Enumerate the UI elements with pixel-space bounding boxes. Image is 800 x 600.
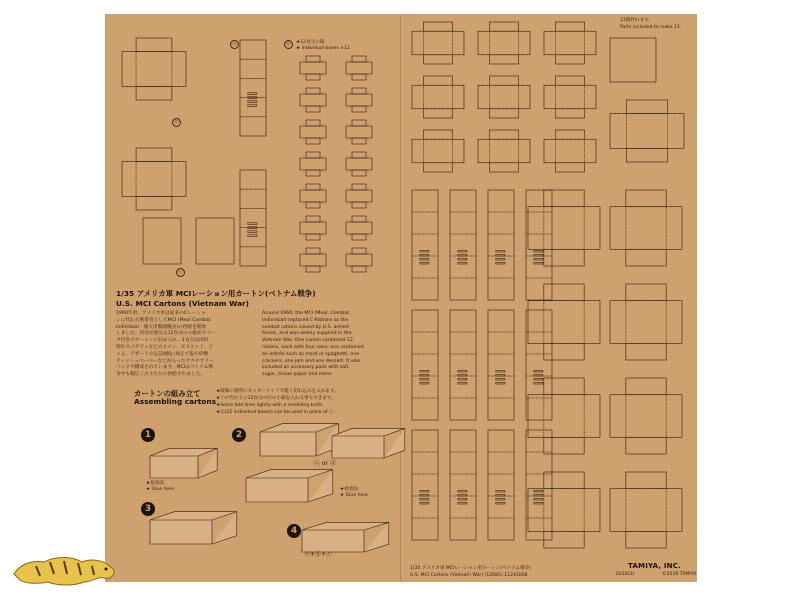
carton-b-3-1-flap-bottom	[626, 531, 666, 548]
combine-abc: ⓐ+ⓑ+ⓒ	[304, 551, 333, 558]
sleeve-r-2-0-mark-0	[420, 491, 429, 493]
ind-box-top-1-0	[306, 88, 320, 94]
ind-box-3-1	[346, 158, 372, 170]
ind-box-top-6-1	[352, 248, 366, 254]
carton-b-1-0-flap-bottom	[544, 343, 584, 360]
carton-c-0-2-fold	[555, 31, 584, 55]
carton-b-2-1-body	[610, 395, 682, 438]
sleeve-r-0-1-mark-2	[458, 259, 467, 261]
sleeve-a-lower-mark-3	[248, 235, 257, 237]
carton-b-2-1-flap-top	[626, 378, 666, 395]
carton-c-2-2-body	[544, 139, 596, 163]
ind-box-4-1	[346, 190, 372, 202]
ind-box-bot-3-1	[352, 170, 366, 176]
carton-c-1-0-flap-bottom	[423, 109, 452, 118]
ind-box-bot-6-1	[352, 266, 366, 272]
sleeve-r-0-0-mark-3	[420, 263, 429, 265]
carton-b-0-1-flap-top	[626, 190, 666, 207]
carton-a1-flap-bottom	[136, 86, 172, 100]
ind-box-3-0	[300, 158, 326, 170]
sleeve-a-upper-mark-3	[248, 105, 257, 107]
assembling-en: Assembling cartons	[134, 397, 216, 406]
sleeve-r-1-2-mark-3	[496, 383, 505, 385]
carton-c-1-1-fold	[489, 85, 518, 109]
carton-c-2-2-flap-top	[555, 130, 584, 139]
ind-box-top-0-1	[352, 56, 366, 62]
ind-box-top-5-0	[306, 216, 320, 222]
ind-box-bot-2-0	[306, 138, 320, 144]
sleeve-r-2-2-mark-2	[496, 499, 505, 501]
ind-box-top-1-1	[352, 88, 366, 94]
carton-c-0-2-body	[544, 31, 596, 55]
carton-b-0-0-body	[528, 207, 600, 250]
carton-c-2-0-body	[412, 139, 464, 163]
ind-box-bot-1-0	[306, 106, 320, 112]
ind-box-top-6-0	[306, 248, 320, 254]
carton-b1-fold	[136, 162, 172, 197]
carton-c1-right	[196, 218, 234, 264]
ind-box-1-0	[300, 94, 326, 106]
sleeve-r-2-1-mark-2	[458, 499, 467, 501]
carton-c-0-1-fold	[489, 31, 518, 55]
carton-b-2-1-flap-bottom	[626, 437, 666, 454]
carton-c-2-1-flap-top	[489, 130, 518, 139]
sleeve-r-0-0-mark-1	[420, 255, 429, 257]
sleeve-r-0-1-mark-0	[458, 251, 467, 253]
label-b-1: ⓑ	[173, 119, 179, 125]
ind-box-0-1	[346, 62, 372, 74]
sleeve-r-1-0-mark-1	[420, 375, 429, 377]
sleeve-a-lower-mark-2	[248, 231, 257, 233]
carton-c-0-1-flap-top	[489, 22, 518, 31]
note-4: ★ⓓ(12 individual boxes) can be used in place of ⓒ.	[216, 410, 336, 415]
glue-jp-1: ★接着面	[146, 481, 164, 486]
ind-box-bot-5-0	[306, 234, 320, 240]
body-jp: 1960年頃、アメリカ軍は従来のCレーショ ンに代わる携帯食としてMCI (Meal Combat Individual・個人用戦闘糧食)の供給を開始 しました。内容が異なる12食分の小箱がスリー ブ付きのカートンに収められ、1食分は肉料 理やスパゲティなどのメイン、ビスケット、ジ ャム、デザートの缶詰4個に加えて塩や砂糖、 ティッシュペーパーなどが入ったアクセサリー パックで構成されています。MCIはベトナム戦 争中も幅広く兵士たちに供給されました。	[116, 311, 216, 378]
footer-en: U.S. MCI Cartons (Vietnam War) (12685) 11241008	[410, 573, 528, 578]
carton-b-1-1-flap-bottom	[626, 343, 666, 360]
step-2-badge: 2	[232, 428, 246, 442]
ind-box-bot-5-1	[352, 234, 366, 240]
carton-c-2-2-flap-bottom	[555, 163, 584, 172]
carton-b-1-1-fold	[626, 301, 666, 344]
carton-b-3-0-flap-bottom	[544, 531, 584, 548]
carton-b1-body	[122, 162, 186, 197]
ind-box-2-1	[346, 126, 372, 138]
carton-b-2-0-fold	[544, 395, 584, 438]
glue-en-1: ★ Glue here	[146, 487, 174, 492]
ind-box-top-4-1	[352, 184, 366, 190]
ind-box-5-0	[300, 222, 326, 234]
sleeve-r-2-2-mark-1	[496, 495, 505, 497]
carton-c-0-0-flap-top	[423, 22, 452, 31]
carton-b-2-0-flap-top	[544, 378, 584, 395]
sleeve-r-1-3-mark-2	[534, 379, 543, 381]
sleeve-a-upper-outline	[240, 40, 266, 136]
ind-box-6-1	[346, 254, 372, 266]
sleeve-r-1-3-outline	[526, 310, 552, 420]
carton-b-top-fold	[626, 114, 667, 149]
carton-b-top-flap-top	[626, 100, 667, 114]
ind-box-bot-4-1	[352, 202, 366, 208]
step-4-badge: 4	[287, 524, 301, 538]
ind-box-4-0	[300, 190, 326, 202]
step-1-badge: 1	[141, 428, 155, 442]
sleeve-r-0-2-mark-3	[496, 263, 505, 265]
carton-c-2-0-fold	[423, 139, 452, 163]
sleeve-r-1-1-outline	[450, 310, 476, 420]
sleeve-r-2-2-mark-3	[496, 503, 505, 505]
carton-c-0-0-body	[412, 31, 464, 55]
parts-jp: 11個作れます。	[620, 18, 654, 23]
carton-b-3-1-body	[610, 489, 682, 532]
sleeve-r-1-0-mark-0	[420, 371, 429, 373]
sleeve-r-1-2-outline	[488, 310, 514, 420]
footer-jp: 1/35 アメリカ軍 MCIレーション用カートン(ベトナム戦争)	[410, 566, 532, 571]
carton-c-2-1-body	[478, 139, 530, 163]
sleeve-r-2-0-mark-2	[420, 499, 429, 501]
sleeve-a-upper-mark-0	[248, 93, 257, 95]
sleeve-r-1-1-mark-2	[458, 379, 467, 381]
illus-step-2-cans	[332, 428, 405, 458]
ind-box-5-1	[346, 222, 372, 234]
sleeve-r-1-3-mark-3	[534, 383, 543, 385]
ind-box-0-0	[300, 62, 326, 74]
carton-b-1-1-flap-top	[626, 284, 666, 301]
body-en: Around 1960, the MCI (Meal, Combat, Individual) replaced C-Rations as the combat rations issued by U.S. armed forces, and was widely supplied in the Vietnam War. One carton contained 12 rations, each with four cans: one contained an entrée such as meat or spaghetti, one crackers, one jam and one dessert. It also included an accessory pack with salt, sugar, tissue paper and more.	[262, 311, 364, 378]
sleeve-r-0-3-mark-1	[534, 255, 543, 257]
sleeve-r-2-3-mark-3	[534, 503, 543, 505]
parts-en: Parts included to make 11.	[620, 25, 682, 30]
carton-c-0-2-flap-top	[555, 22, 584, 31]
sleeve-r-0-2-mark-0	[496, 251, 505, 253]
ind-box-top-4-0	[306, 184, 320, 190]
carton-b-2-0-flap-bottom	[544, 437, 584, 454]
sleeve-r-2-3-mark-2	[534, 499, 543, 501]
box-note-en: ★ Individual boxes ×12	[296, 46, 350, 51]
carton-b-2-0-body	[528, 395, 600, 438]
note-1: ★破線の箇所にカッターナイフで軽く切れ込みを入れます。	[216, 389, 339, 394]
sleeve-r-1-1-mark-1	[458, 375, 467, 377]
carton-c-1-0-fold	[423, 85, 452, 109]
carton-c-2-2-fold	[555, 139, 584, 163]
sleeve-r-0-1-mark-3	[458, 263, 467, 265]
sleeve-r-1-0-outline	[412, 310, 438, 420]
sleeve-r-1-2-mark-2	[496, 379, 505, 381]
carton-b-top-body	[610, 114, 684, 149]
brand: TAMIYA, INC.	[628, 562, 681, 570]
sleeve-r-0-2-outline	[488, 190, 514, 300]
sleeve-r-1-0-mark-2	[420, 379, 429, 381]
ind-box-top-5-1	[352, 216, 366, 222]
carton-c-1-0-body	[412, 85, 464, 109]
sleeve-r-1-3-mark-1	[534, 375, 543, 377]
sleeve-r-0-0-outline	[412, 190, 438, 300]
sleeve-r-1-0-mark-3	[420, 383, 429, 385]
sleeve-r-0-3-mark-2	[534, 259, 543, 261]
sleeve-r-1-2-mark-1	[496, 375, 505, 377]
ind-box-bot-0-1	[352, 74, 366, 80]
sleeve-r-0-2-mark-2	[496, 259, 505, 261]
carton-b-0-0-fold	[544, 207, 584, 250]
ind-box-6-0	[300, 254, 326, 266]
title-jp: 1/35 アメリカ軍 MCIレーション用カートン(ベトナム戦争)	[116, 289, 316, 298]
label-c-1: ⓒ	[177, 269, 183, 275]
ind-box-bot-2-1	[352, 138, 366, 144]
sleeve-r-2-2-outline	[488, 430, 514, 540]
ind-box-bot-3-0	[306, 170, 320, 176]
sleeve-r-2-0-mark-1	[420, 495, 429, 497]
illus-step-4	[302, 522, 389, 552]
carton-b-1-0-body	[528, 301, 600, 344]
carton-c-0-2-flap-bottom	[555, 55, 584, 64]
illus-step-1	[150, 448, 217, 478]
sleeve-r-0-0-mark-2	[420, 259, 429, 261]
glue-jp-2: ★接着面	[340, 487, 358, 492]
carton-b-0-1-fold	[626, 207, 666, 250]
glue-en-2: ★ Glue here	[340, 493, 368, 498]
carton-b1-flap-top	[136, 148, 172, 162]
carton-b-1-1-body	[610, 301, 682, 344]
ind-box-top-3-1	[352, 152, 366, 158]
illus-step-2-carton	[246, 470, 333, 502]
carton-c-0-1-body	[478, 31, 530, 55]
ind-box-bot-0-0	[306, 74, 320, 80]
carton-a1-body	[122, 52, 186, 87]
sleeve-r-0-2-mark-1	[496, 255, 505, 257]
brand-sub: ©2018 TAMIYA	[662, 572, 697, 577]
carton-c-1-2-flap-top	[555, 76, 584, 85]
carton-c-1-1-flap-bottom	[489, 109, 518, 118]
carton-b-3-1-flap-top	[626, 472, 666, 489]
carton-b-0-0-flap-bottom	[544, 249, 584, 266]
carton-c-1-2-body	[544, 85, 596, 109]
carton-b-0-1-body	[610, 207, 682, 250]
carton-b-0-0-flap-top	[544, 190, 584, 207]
code: 0318CH	[616, 572, 635, 577]
ind-box-top-3-0	[306, 152, 320, 158]
sleeve-r-2-2-mark-0	[496, 491, 505, 493]
ind-box-bot-1-1	[352, 106, 366, 112]
carton-c-1-1-flap-top	[489, 76, 518, 85]
assembling-jp: カートンの組み立て	[134, 389, 201, 398]
sleeve-r-2-0-outline	[412, 430, 438, 540]
sleeve-r-2-3-mark-1	[534, 495, 543, 497]
carton-b-3-1-fold	[626, 489, 666, 532]
sleeve-r-1-2-mark-0	[496, 371, 505, 373]
sleeve-r-2-1-mark-3	[458, 503, 467, 505]
title-en: U.S. MCI Cartons (Vietnam War)	[116, 299, 249, 308]
sleeve-r-1-3-mark-0	[534, 371, 543, 373]
carton-c-1-0-flap-top	[423, 76, 452, 85]
label-a-1: ⓐ	[231, 41, 237, 47]
ind-box-top-0-0	[306, 56, 320, 62]
ind-box-2-0	[300, 126, 326, 138]
combine-c-or-d: ⓒ or ⓓ	[314, 460, 336, 467]
label-d: ⓓ	[285, 41, 291, 47]
sleeve-r-2-0-mark-3	[420, 503, 429, 505]
ind-box-top-2-1	[352, 120, 366, 126]
sleeve-a-upper-mark-2	[248, 101, 257, 103]
sleeve-r-1-1-mark-0	[458, 371, 467, 373]
carton-c-2-1-flap-bottom	[489, 163, 518, 172]
carton-c-0-0-flap-bottom	[423, 55, 452, 64]
ind-box-bot-4-0	[306, 202, 320, 208]
carton-a1-fold	[136, 52, 172, 87]
sleeve-r-1-1-mark-3	[458, 383, 467, 385]
sleeve-r-0-1-outline	[450, 190, 476, 300]
carton-b-2-1-fold	[626, 395, 666, 438]
step-3-badge: 3	[141, 502, 155, 516]
carton-b-1-0-fold	[544, 301, 584, 344]
ind-box-1-1	[346, 94, 372, 106]
note-3: ★Score fold lines lightly with a modeling knife.	[216, 403, 324, 408]
carton-b-3-0-fold	[544, 489, 584, 532]
sleeve-r-2-1-mark-1	[458, 495, 467, 497]
illus-step-3	[150, 512, 237, 544]
carton-b-3-0-flap-top	[544, 472, 584, 489]
carton-a1-flap-top	[136, 38, 172, 52]
carton-c1-left	[143, 218, 181, 264]
carton-c-2-1-fold	[489, 139, 518, 163]
carton-c-1-1-body	[478, 85, 530, 109]
carton-b-top-flap-bottom	[626, 148, 667, 162]
carton-b-0-1-flap-bottom	[626, 249, 666, 266]
sleeve-r-0-3-mark-3	[534, 263, 543, 265]
sleeve-a-lower-mark-0	[248, 223, 257, 225]
carton-c-2-0-flap-top	[423, 130, 452, 139]
sample-photo-box	[610, 38, 656, 82]
carton-c-2-0-flap-bottom	[423, 163, 452, 172]
sleeve-r-0-1-mark-1	[458, 255, 467, 257]
ind-box-bot-6-0	[306, 266, 320, 272]
carton-c-1-2-fold	[555, 85, 584, 109]
box-note-jp: ★12食分の箱	[296, 40, 325, 45]
sleeve-r-2-3-mark-0	[534, 491, 543, 493]
sleeve-r-0-3-mark-0	[534, 251, 543, 253]
ind-box-top-2-0	[306, 120, 320, 126]
illus-step-2-tray	[260, 424, 338, 456]
note-2: ★ⓒの代わりに12食分のⓓの小箱を入れる事もできます。	[216, 396, 336, 401]
sleeve-a-lower-outline	[240, 170, 266, 266]
carton-b-3-0-body	[528, 489, 600, 532]
carton-b1-flap-bottom	[136, 196, 172, 210]
sleeve-r-0-0-mark-0	[420, 251, 429, 253]
carton-c-0-1-flap-bottom	[489, 55, 518, 64]
carton-c-1-2-flap-bottom	[555, 109, 584, 118]
sleeve-r-2-3-outline	[526, 430, 552, 540]
sleeve-r-2-1-mark-0	[458, 491, 467, 493]
carton-c-0-0-fold	[423, 31, 452, 55]
sleeve-r-2-1-outline	[450, 430, 476, 540]
carton-b-1-0-flap-top	[544, 284, 584, 301]
